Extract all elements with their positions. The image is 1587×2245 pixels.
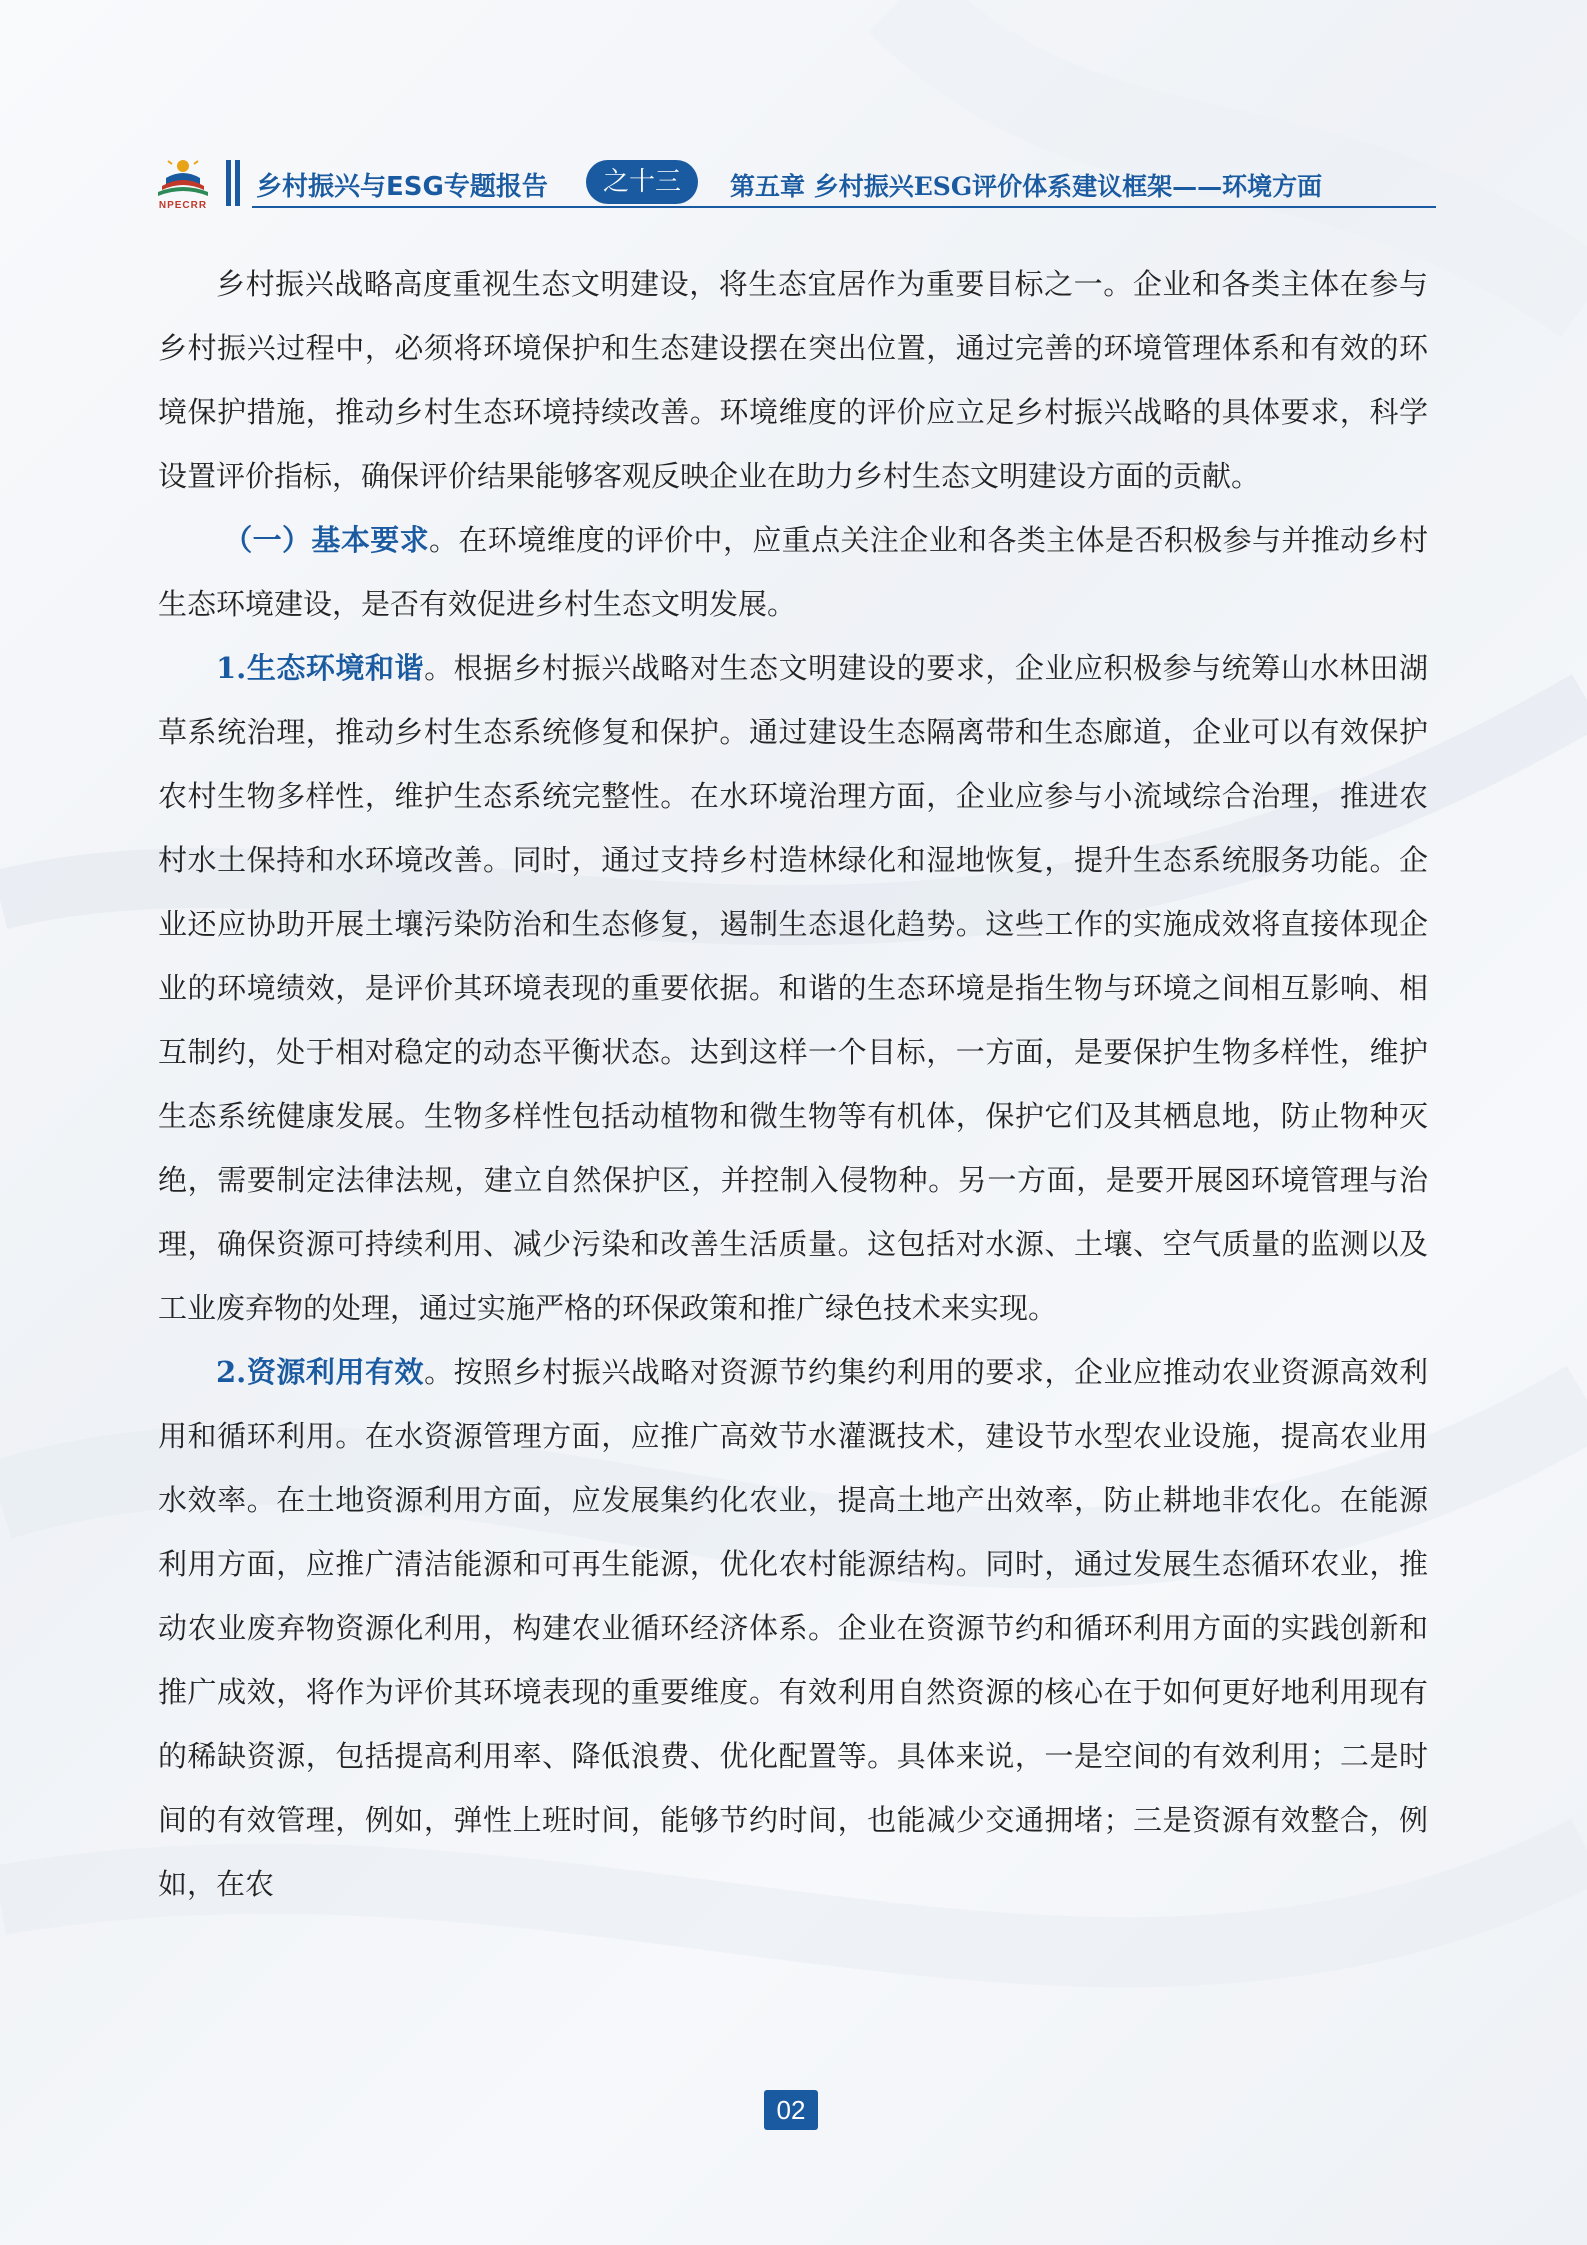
paragraph-resource-use	[158, 1340, 1428, 1916]
paragraph-text: 。在环境维度的评价中，应重点关注企业和各类主体是否积极参与并推动乡村生态环境建设，是否有效促进乡村生态文明发展。	[158, 523, 1428, 621]
paragraph-text: 。根据乡村振兴战略对生态文明建设的要求，企业应积极参与统筹山水林田湖草系统治理，推动乡村生态系统修复和保护。通过建设生态隔离带和生态廊道，企业可以有效保护农村生物多样性，维护生态系统完整性。在水环境治理方面，企业应参与小流域综合治理，推进农村水土保持和水环境改善。同时，通过支持乡村造林绿化和湿地恢复，提升生态系统服务功能。企业还应协助开展土壤污染防治和生态修复，遏制生态退化趋势。这些工作的实施成效将直接体现企业的环境绩效，是评价其环境表现的重要依据。和谐的生态环境是指生物与环境之间相互影响、相互制约，处于相对稳定的动态平衡状态。达到这样一个目标，一方面，是要保护生物多样性，维护生态系统健康发展。生物多样性包括动植物和微生物等有机体，保护它们及其栖息地，防止物种灭绝，需要制定法律法规，建立自然保护区，并控制入侵物种。另一方面，是要开展☒环境管理与治理，确保资源可持续利用、减少污染和改善生活质量。这包括对水源、土壤、空气质量的监测以及工业废弃物的处理，通过实施严格的环保政策和推广绿色技术来实现。	[158, 651, 1428, 1325]
paragraph-basic-requirements	[158, 508, 1428, 636]
page-number: 02	[764, 2090, 818, 2130]
subsection-heading: 2.资源利用有效	[216, 1355, 425, 1389]
subsection-heading: 1.生态环境和谐	[216, 651, 425, 685]
logo-text: NPECRR	[158, 200, 208, 211]
main-content	[158, 252, 1428, 1916]
paragraph-text: 乡村振兴战略高度重视生态文明建设，将生态宜居作为重要目标之一。企业和各类主体在参与乡村振兴过程中，必须将环境保护和生态建设摆在突出位置，通过完善的环境管理体系和有效的环境保护措施，推动乡村生态环境持续改善。环境维度的评价应立足乡村振兴战略的具体要求，科学设置评价指标，确保评价结果能够客观反映企业在助力乡村生态文明建设方面的贡献。	[158, 267, 1428, 493]
header-accent-bars	[226, 160, 240, 206]
series-number-badge: 之十三	[586, 160, 698, 204]
page-header	[148, 158, 1436, 212]
paragraph-intro	[158, 252, 1428, 508]
chapter-title: 第五章 乡村振兴ESG评价体系建议框架——环境方面	[730, 172, 1323, 201]
logo-emblem-icon	[148, 158, 218, 202]
header-divider	[252, 206, 1436, 208]
organization-logo	[148, 158, 218, 214]
paragraph-ecological-harmony	[158, 636, 1428, 1340]
series-title: 乡村振兴与ESG专题报告	[256, 172, 548, 202]
paragraph-text: 。按照乡村振兴战略对资源节约集约利用的要求，企业应推动农业资源高效利用和循环利用。在水资源管理方面，应推广高效节水灌溉技术，建设节水型农业设施，提高农业用水效率。在土地资源利用方面，应发展集约化农业，提高土地产出效率，防止耕地非农化。在能源利用方面，应推广清洁能源和可再生能源，优化农村能源结构。同时，通过发展生态循环农业，推动农业废弃物资源化利用，构建农业循环经济体系。企业在资源节约和循环利用方面的实践创新和推广成效，将作为评价其环境表现的重要维度。有效利用自然资源的核心在于如何更好地利用现有的稀缺资源，包括提高利用率、降低浪费、优化配置等。具体来说，一是空间的有效利用；二是时间的有效管理，例如，弹性上班时间，能够节约时间，也能减少交通拥堵；三是资源有效整合，例如，在农	[158, 1355, 1428, 1901]
section-heading: （一）基本要求	[223, 523, 430, 557]
